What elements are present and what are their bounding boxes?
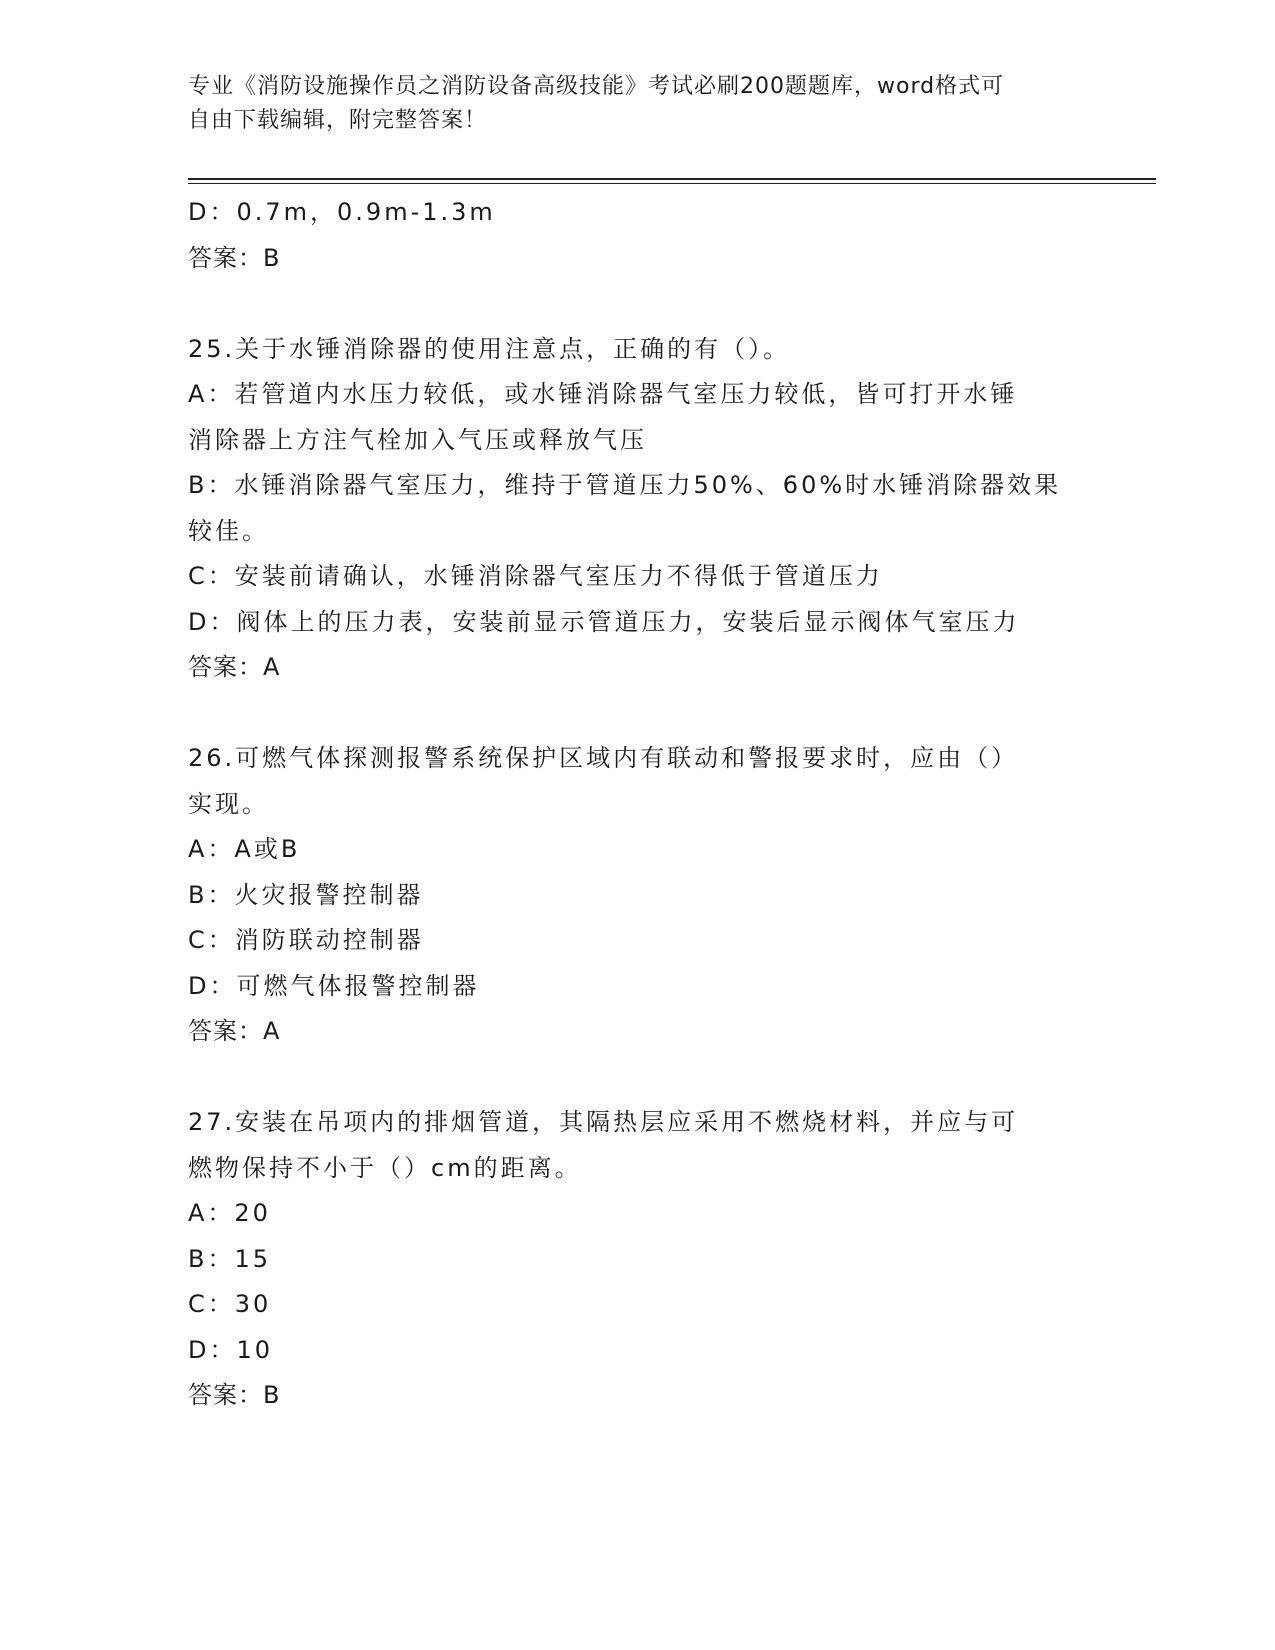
- option-d: D：阀体上的压力表，安装前显示管道压力，安装后显示阀体气室压力: [188, 607, 1020, 636]
- option-a-line-2: 消除器上方注气栓加入气压或释放气压: [188, 425, 647, 454]
- spacer: [188, 281, 1088, 327]
- header-divider-thick: [188, 178, 1156, 180]
- question-stem-line-1: 27.安装在吊项内的排烟管道，其隔热层应采用不燃烧材料，并应与可: [188, 1108, 1019, 1136]
- option-b: B：火灾报警控制器: [188, 880, 424, 909]
- option-c: C：安装前请确认，水锤消除器气室压力不得低于管道压力: [188, 562, 883, 590]
- header-divider-thin: [188, 183, 1156, 184]
- previous-answer: 答案：B: [188, 243, 281, 272]
- option-b-line-1: B：水锤消除器气室压力，维持于管道压力50%、60%时水锤消除器效果: [188, 471, 1062, 499]
- option-a: A：20: [188, 1199, 271, 1227]
- question-stem-line-2: 燃物保持不小于（）cm的距离。: [188, 1153, 582, 1182]
- spacer: [188, 1055, 1088, 1101]
- previous-option-d: D：0.7m，0.9m-1.3m: [188, 198, 496, 226]
- document-body: [188, 190, 1088, 1419]
- header-line-1: 专业《消防设施操作员之消防设备高级技能》考试必刷200题题库，word格式可: [188, 74, 1005, 99]
- question-stem-line-2: 实现。: [188, 789, 269, 818]
- option-a: A：A或B: [188, 835, 301, 863]
- option-c: C：30: [188, 1290, 272, 1318]
- option-d: D：10: [188, 1335, 274, 1364]
- option-d: D：可燃气体报警控制器: [188, 971, 480, 1000]
- question-block: [188, 327, 1088, 691]
- spacer: [188, 691, 1088, 737]
- header-line-2: 自由下载编辑，附完整答案！: [188, 108, 488, 133]
- option-a-line-1: A：若管道内水压力较低，或水锤消除器气室压力较低，皆可打开水锤: [188, 380, 1018, 408]
- option-b: B：15: [188, 1244, 272, 1273]
- option-c: C：消防联动控制器: [188, 926, 424, 954]
- question-block: [188, 1100, 1088, 1419]
- question-stem-line-1: 26.可燃气体探测报警系统保护区域内有联动和警报要求时，应由（）: [188, 744, 1019, 772]
- answer: 答案：A: [188, 1017, 281, 1045]
- answer: 答案：B: [188, 1381, 281, 1409]
- page-header: [188, 70, 1068, 138]
- option-b-line-2: 较佳。: [188, 516, 269, 545]
- question-stem: 25.关于水锤消除器的使用注意点，正确的有（）。: [188, 334, 791, 363]
- answer: 答案：A: [188, 653, 281, 681]
- question-block: [188, 736, 1088, 1055]
